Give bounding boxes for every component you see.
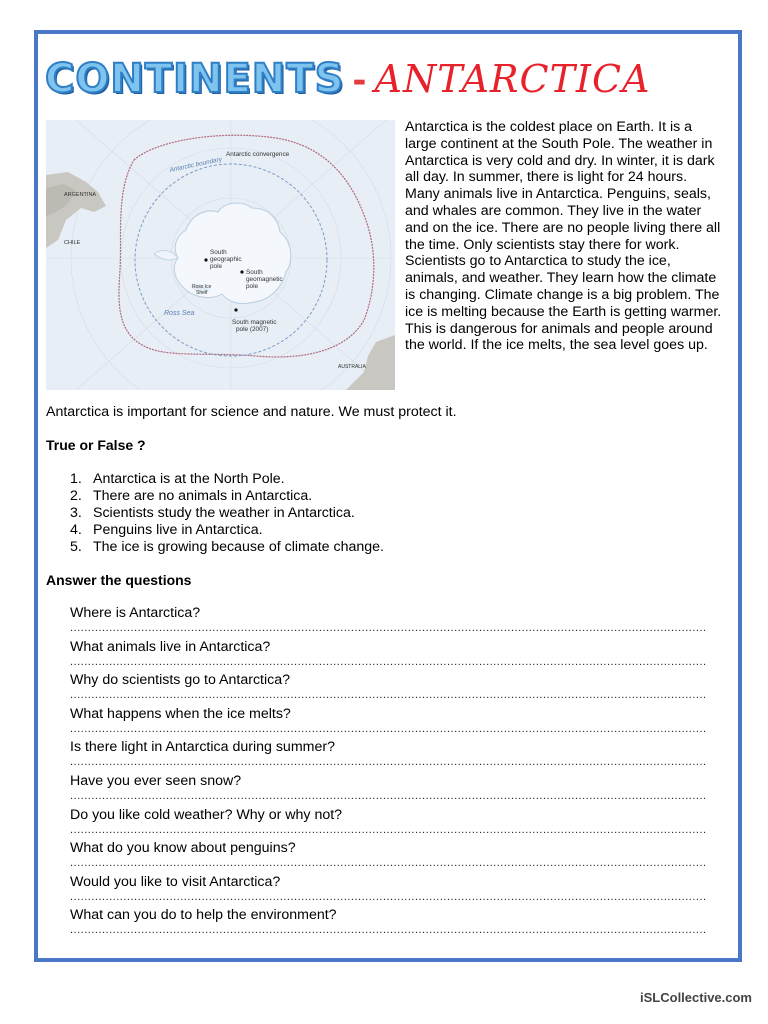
question-text: Where is Antarctica? (70, 605, 201, 621)
question-item (70, 605, 720, 639)
map-label-mag-pole-3: pole (246, 283, 259, 290)
title-separator: - (352, 61, 367, 101)
questions-list (70, 605, 720, 941)
question-text: Would you like to visit Antarctica? (70, 873, 281, 890)
question-text: What animals live in Antarctica? (70, 638, 271, 655)
intro-paragraph-2: Many animals live in Antarctica. Penguins, seals, and whales are common. They live in the water and on the ice. There are no people living there all the time. Only scientists stay there for work. (405, 186, 721, 253)
question-item (70, 907, 720, 941)
map-label-australia: AUSTRALIA (338, 364, 366, 370)
answer-line[interactable]: ................................................................................................................................................................................... (70, 655, 707, 668)
list-item: 5. The ice is growing because of climate change. (70, 539, 385, 555)
list-item: 1. Antarctica is at the North Pole. (70, 471, 285, 487)
map-label-argentina: ARGENTINA (64, 192, 97, 198)
answer-line[interactable]: ................................................................................................................................................................................... (70, 722, 707, 735)
map-label-south-mag-1: South magnetic (232, 319, 277, 326)
intro-text (405, 119, 723, 354)
intro-paragraph-3: Scientists go to Antarctica to study the ice, animals, and weather. They learn how the climate is changing. Climate change is a big problem. The ice is melting because the Earth is getting warmer. This is dangerous for animals and people around the world. If the ice melts, the sea level goes up. (405, 253, 722, 354)
map-label-ross-sea: Ross Sea (164, 310, 195, 317)
answer-line[interactable]: ................................................................................................................................................................................... (70, 789, 707, 802)
intro-paragraph-1: Antarctica is the coldest place on Earth. It is a large continent at the South Pole. The weather in Antarctica is very cold and dry. In winter, it is dark all day. In summer, there is light for 24 hours. (405, 119, 715, 186)
questions-heading: Answer the questions (46, 572, 192, 588)
site-watermark: iSLCollective.com (640, 990, 752, 1005)
question-item (70, 672, 720, 706)
question-item (70, 639, 720, 673)
question-text: What happens when the ice melts? (70, 705, 291, 722)
question-text: Why do scientists go to Antarctica? (70, 672, 291, 689)
page-title (45, 56, 650, 106)
question-item (70, 840, 720, 874)
question-item (70, 807, 720, 841)
map-label-mag-pole-2: geomagnetic (246, 276, 283, 283)
map-label-geo-pole-1: South (210, 249, 227, 256)
answer-line[interactable]: ................................................................................................................................................................................... (70, 756, 707, 769)
question-item (70, 874, 720, 908)
answer-line[interactable]: ................................................................................................................................................................................... (70, 689, 707, 702)
question-text: Have you ever seen snow? (70, 772, 242, 789)
answer-line[interactable]: ................................................................................................................................................................................... (70, 823, 707, 836)
title-antarctica: ANTARCTICA (374, 57, 651, 101)
map-label-boundary: Antarctic boundary (168, 156, 223, 174)
map-label-convergence: Antarctic convergence (226, 151, 290, 158)
question-item (70, 706, 720, 740)
answer-line[interactable]: ................................................................................................................................................................................... (70, 924, 707, 937)
question-text: Do you like cold weather? Why or why not? (70, 806, 343, 823)
antarctica-map (46, 120, 395, 390)
title-continents: CONTINENTS (45, 56, 345, 102)
map-label-south-mag-2: pole (2007) (236, 326, 269, 333)
true-false-list (70, 471, 384, 556)
map-label-geo-pole-2: geographic (210, 256, 242, 263)
answer-line[interactable]: ................................................................................................................................................................................... (70, 857, 707, 870)
map-label-chile: CHILE (64, 240, 81, 246)
answer-line[interactable]: ................................................................................................................................................................................... (70, 890, 707, 903)
map-label-ross-ice-2: Shelf (196, 290, 208, 296)
list-item: 2. There are no animals in Antarctica. (70, 488, 313, 504)
list-item: 3. Scientists study the weather in Antarctica. (70, 505, 355, 521)
closing-sentence: Antarctica is important for science and nature. We must protect it. (46, 404, 457, 420)
question-item (70, 773, 720, 807)
list-item: 4. Penguins live in Antarctica. (70, 522, 263, 538)
question-text: What do you know about penguins? (70, 840, 296, 857)
true-false-heading: True or False ? (46, 437, 146, 453)
map-label-mag-pole-1: South (246, 269, 263, 276)
question-text: Is there light in Antarctica during summer? (70, 739, 335, 756)
map-label-ross-ice-1: Ross Ice (192, 284, 212, 290)
answer-line[interactable]: ................................................................................................................................................................................... (70, 622, 707, 634)
question-item (70, 739, 720, 773)
map-label-geo-pole-3: pole (210, 263, 223, 270)
question-text: What can you do to help the environment? (70, 907, 337, 924)
